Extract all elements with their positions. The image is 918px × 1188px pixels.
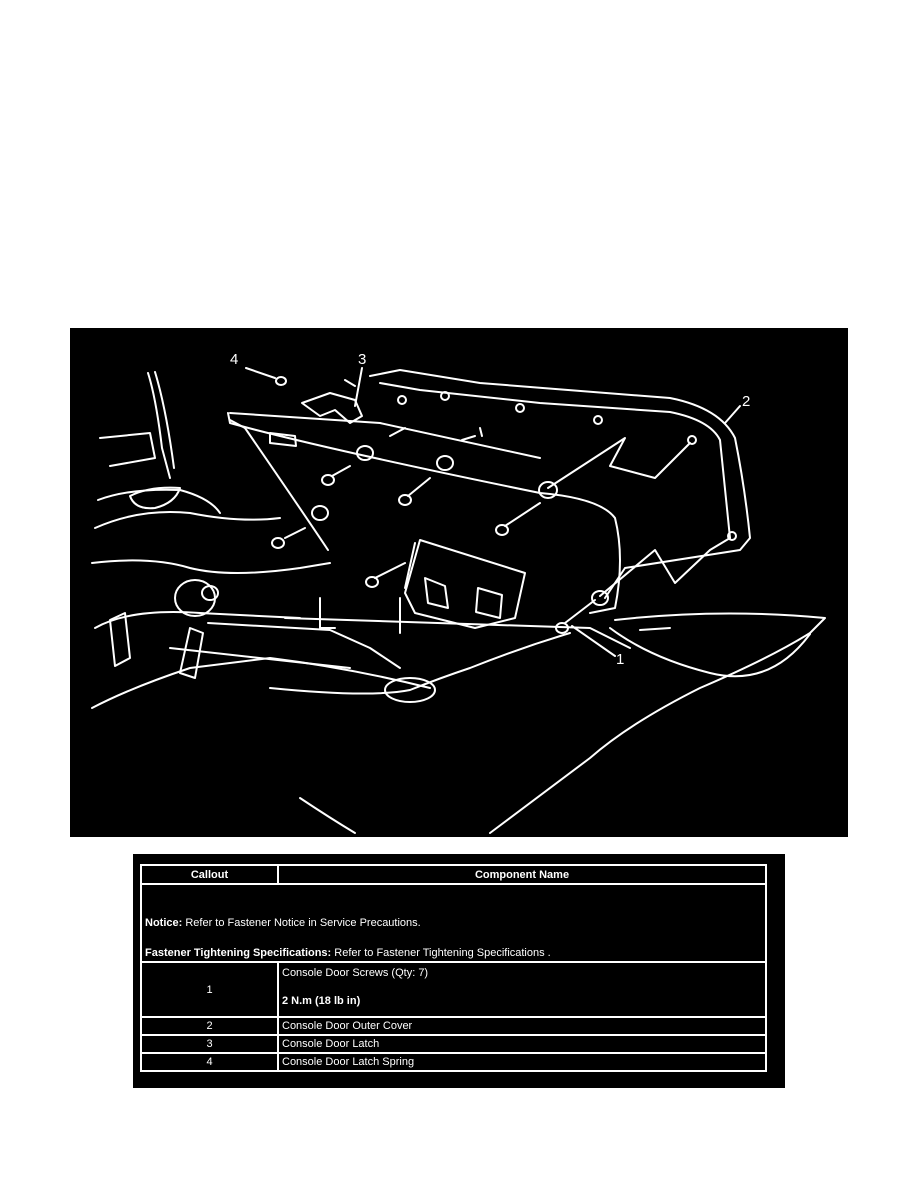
callout-cell: 1	[141, 962, 278, 1017]
component-name: Console Door Screws (Qty: 7)	[282, 967, 429, 979]
component-table-panel	[133, 854, 785, 1088]
table-row	[141, 1035, 766, 1053]
table-row	[141, 1017, 766, 1035]
component-name: Console Door Latch	[278, 1035, 766, 1053]
callout-cell: 4	[141, 1053, 278, 1071]
spec-line	[145, 947, 762, 959]
component-name: Console Door Latch Spring	[278, 1053, 766, 1071]
table-header-row	[141, 865, 766, 884]
header-component-name: Component Name	[278, 865, 766, 884]
notice-label: Notice:	[145, 917, 183, 929]
component-cell	[278, 962, 766, 1017]
callout-cell: 3	[141, 1035, 278, 1053]
table-row	[141, 962, 766, 1017]
notice-text: Refer to Fastener Notice in Service Precautions.	[182, 917, 421, 929]
component-table	[140, 864, 767, 1072]
header-callout: Callout	[141, 865, 278, 884]
exploded-view-drawing	[70, 328, 848, 837]
spec-text: Refer to Fastener Tightening Specifications .	[331, 947, 551, 959]
table-row	[141, 1053, 766, 1071]
console-door-illustration	[70, 328, 848, 837]
torque-spec: 2 N.m (18 lb in)	[282, 995, 361, 1007]
component-name: Console Door Outer Cover	[278, 1017, 766, 1035]
callout-label-1: 1	[616, 651, 625, 668]
spec-label: Fastener Tightening Specifications:	[145, 947, 332, 959]
notes-cell	[141, 884, 766, 962]
notes-row	[141, 884, 766, 962]
callout-label-4: 4	[230, 351, 239, 368]
callout-label-2: 2	[742, 393, 751, 410]
callout-cell: 2	[141, 1017, 278, 1035]
notice-line	[145, 917, 762, 929]
callout-label-3: 3	[358, 351, 367, 368]
